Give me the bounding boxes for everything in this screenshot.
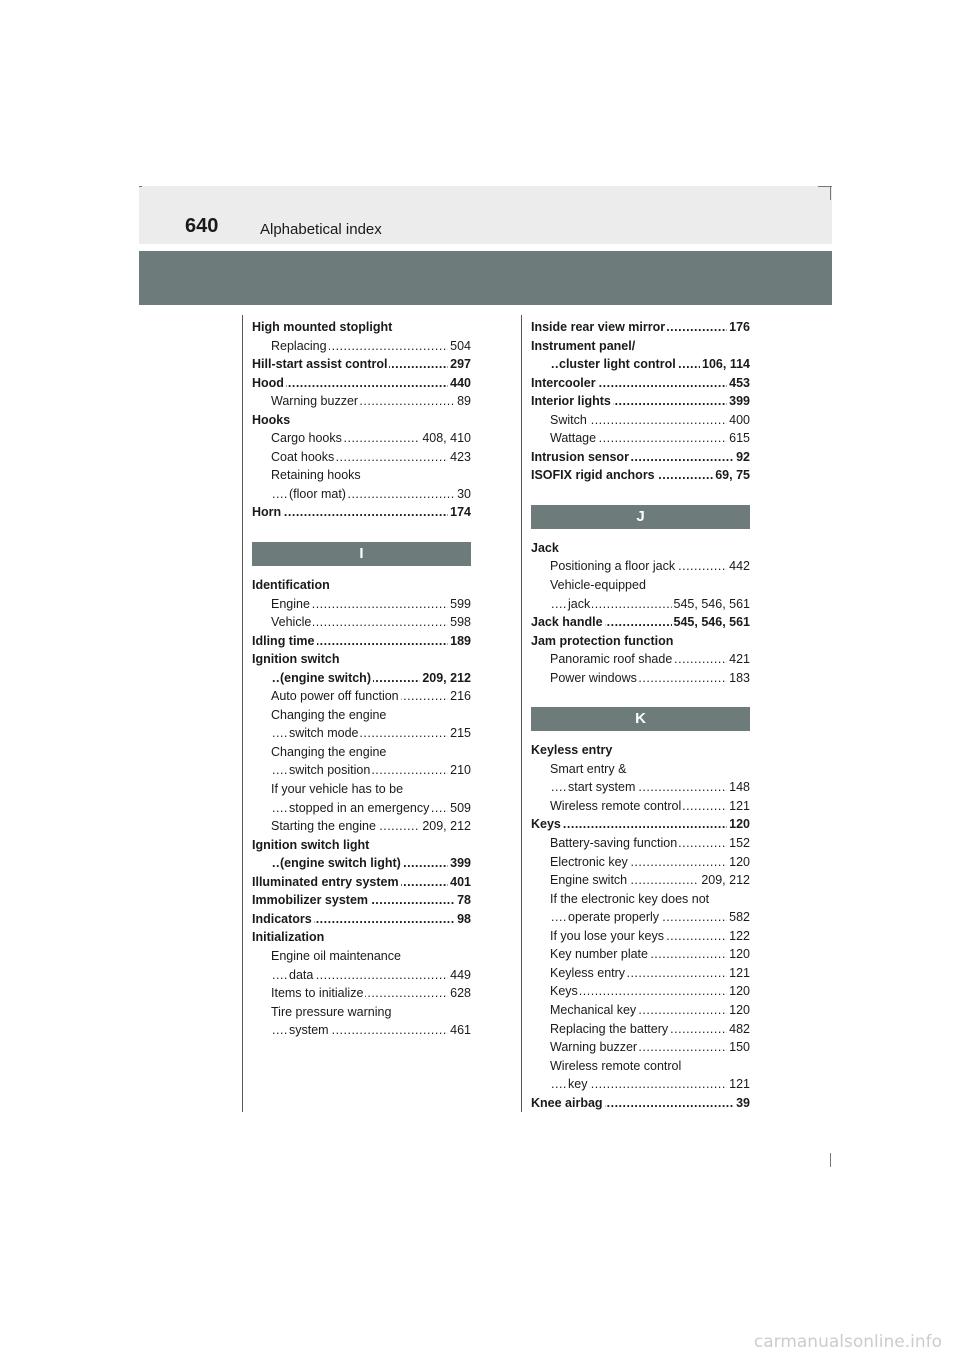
index-entry: Initialization (252, 930, 325, 945)
index-entry: ..... Vehicle 598 (252, 613, 471, 632)
index-entry: ..... Replacing the battery 482 (531, 1020, 750, 1039)
index-entry: ..... Coat hooks 423 (252, 448, 471, 467)
index-entry: ..... Keys 120 (531, 982, 750, 1001)
index-entry: Ignition switch (252, 652, 340, 667)
header-band (139, 251, 832, 305)
index-entry: ..... Intercooler 453 (531, 374, 750, 393)
index-entry: ..... switch position 210 (252, 761, 471, 780)
index-entry: ..... Intrusion sensor 92 (531, 448, 750, 467)
index-entry: Keyless entry (531, 743, 613, 758)
index-entry: ..... system 461 (252, 1021, 471, 1040)
page-number: 640 (185, 215, 219, 237)
index-entry: ..... Keys 120 (531, 815, 750, 834)
index-entry: ..... Switch 400 (531, 411, 750, 430)
index-entry: Vehicle-equipped (550, 578, 646, 593)
index-entry: ..... data 449 (252, 966, 471, 985)
index-entry: Changing the engine (271, 744, 387, 759)
index-entry: ..... Inside rear view mirror 176 (531, 318, 750, 337)
index-entry: Ignition switch light (252, 837, 370, 852)
index-entry: ..... Warning buzzer 150 (531, 1038, 750, 1057)
section-title: Alphabetical index (260, 221, 382, 238)
index-entry: ..... Electronic key 120 (531, 853, 750, 872)
crop-mark (830, 1153, 831, 1167)
index-entry: Jam protection function (531, 633, 674, 648)
index-column-left (252, 318, 471, 1040)
index-entry: Wireless remote control (550, 1058, 682, 1073)
index-entry: ..... Battery-saving function 152 (531, 834, 750, 853)
column-rule (521, 315, 522, 1112)
letter-heading-j: J (531, 505, 750, 529)
index-entry: ..... (floor mat) 30 (252, 485, 471, 504)
index-entry: ..... Replacing 504 (252, 337, 471, 356)
index-entry: ..... Illuminated entry system 401 (252, 873, 471, 892)
index-entry: Engine oil maintenance (271, 948, 401, 963)
crop-mark (139, 186, 142, 187)
column-rule (242, 315, 243, 1112)
index-entry: ..... Jack handle 545, 546, 561 (531, 613, 750, 632)
index-entry: ..... operate properly 582 (531, 908, 750, 927)
index-entry: Changing the engine (271, 707, 387, 722)
index-entry: ..... Cargo hooks 408, 410 (252, 429, 471, 448)
index-entry: ..... Auto power off function 216 (252, 687, 471, 706)
index-entry: ..... jack 545, 546, 561 (531, 595, 750, 614)
index-entry: ..... switch mode 215 (252, 724, 471, 743)
index-entry: ..... ISOFIX rigid anchors 69, 75 (531, 466, 750, 485)
index-entry: Retaining hooks (271, 468, 361, 483)
index-entry: Smart entry & (550, 761, 627, 776)
letter-heading-k: K (531, 707, 750, 731)
index-entry: ..... (engine switch) 209, 212 (252, 669, 471, 688)
index-entry: If the electronic key does not (550, 891, 710, 906)
index-entry: ..... Warning buzzer 89 (252, 392, 471, 411)
index-entry: High mounted stoplight (252, 320, 393, 334)
index-entry: ..... Immobilizer system 78 (252, 891, 471, 910)
index-entry: ..... Panoramic roof shade 421 (531, 650, 750, 669)
index-entry: ..... Wattage 615 (531, 429, 750, 448)
index-entry: ..... Engine switch 209, 212 (531, 871, 750, 890)
index-entry: ..... key 121 (531, 1075, 750, 1094)
index-entry: Hooks (252, 412, 291, 427)
index-entry: ..... Knee airbag 39 (531, 1094, 750, 1113)
index-entry: ..... Indicators 98 (252, 910, 471, 929)
index-entry: ..... Hood 440 (252, 374, 471, 393)
index-entry: ..... Positioning a floor jack 442 (531, 557, 750, 576)
index-entry: ..... Idling time 189 (252, 632, 471, 651)
index-entry: ..... start system 148 (531, 778, 750, 797)
index-entry: ..... Interior lights 399 (531, 392, 750, 411)
index-entry: Identification (252, 578, 330, 593)
footer-watermark: carmanualsonline.info (753, 1332, 942, 1352)
index-entry: ..... (engine switch light) 399 (252, 854, 471, 873)
index-entry: ..... Hill-start assist control 297 (252, 355, 471, 374)
index-entry: ..... If you lose your keys 122 (531, 927, 750, 946)
index-entry: ..... Mechanical key 120 (531, 1001, 750, 1020)
index-entry: ..... Key number plate 120 (531, 945, 750, 964)
index-entry: If your vehicle has to be (271, 782, 404, 797)
index-entry: ..... Wireless remote control 121 (531, 797, 750, 816)
index-entry: ..... Engine 599 (252, 595, 471, 614)
letter-heading-i: I (252, 542, 471, 566)
index-entry: Instrument panel/ (531, 338, 636, 353)
index-entry: Tire pressure warning (271, 1004, 392, 1019)
header-bar (139, 186, 832, 244)
index-entry: Jack (531, 540, 559, 555)
index-entry: ..... Power windows 183 (531, 669, 750, 688)
index-entry: ..... Items to initialize 628 (252, 984, 471, 1003)
crop-mark (830, 186, 831, 200)
index-entry: ..... Keyless entry 121 (531, 964, 750, 983)
index-column-right (531, 318, 750, 1112)
index-entry: ..... Starting the engine 209, 212 (252, 817, 471, 836)
index-entry: ..... Horn 174 (252, 503, 471, 522)
index-entry: ..... cluster light control 106, 114 (531, 355, 750, 374)
index-entry: ..... stopped in an emergency 509 (252, 799, 471, 818)
